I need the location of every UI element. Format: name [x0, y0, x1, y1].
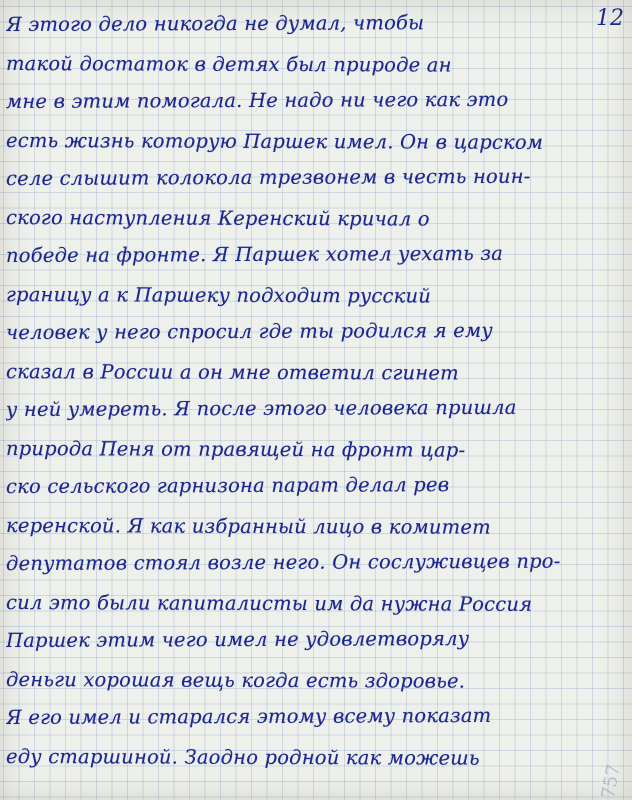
- text-line: у ней умереть. Я после этого человека пришла: [5, 395, 517, 421]
- margin-mark: 757: [597, 762, 625, 800]
- handwritten-text: [6, 6, 596, 776]
- text-line: ско сельского гарнизона парат делал рев: [5, 473, 450, 498]
- text-line: Я его имел и старался этому всему показат: [5, 703, 492, 729]
- text-line: победе на фронте. Я Паршек хотел уехать за: [5, 241, 504, 267]
- text-line: мне в этим помогала. Не надо ни чего как это: [5, 87, 509, 113]
- text-line: природа Пеня от правящей на фронт цар-: [5, 436, 466, 462]
- page-number: 12: [596, 6, 624, 31]
- text-line: Я этого дело никогда не думал, чтобы: [5, 11, 425, 36]
- text-line: Паршек этим чего имел не удовлетворялу: [5, 626, 470, 652]
- text-line: сил это были капиталисты им да нужна Россия: [5, 590, 533, 616]
- text-line: еду старшиной. Заодно родной как можешь: [5, 744, 480, 770]
- text-line: человек у него спросил где ты родился я ему: [5, 318, 493, 344]
- text-line: селе слышит колокола трезвонем в честь ноин-: [5, 164, 531, 190]
- text-line: ского наступления Керенский кричал о: [5, 205, 430, 230]
- text-line: есть жизнь которую Паршек имел. Он в царском: [5, 128, 544, 154]
- text-line: такой достаток в детях был природе ан: [5, 51, 452, 77]
- text-line: депутатов стоял возле него. Он сослуживцев про-: [5, 549, 561, 575]
- text-line: границу а к Паршеку подходит русский: [5, 282, 432, 307]
- text-line: керенской. Я как избранный лицо в комитет: [5, 513, 491, 539]
- text-line: деньги хорошая вещь когда есть здоровье.: [5, 667, 466, 693]
- text-line: сказал в России а он мне ответил сгинет: [5, 359, 459, 385]
